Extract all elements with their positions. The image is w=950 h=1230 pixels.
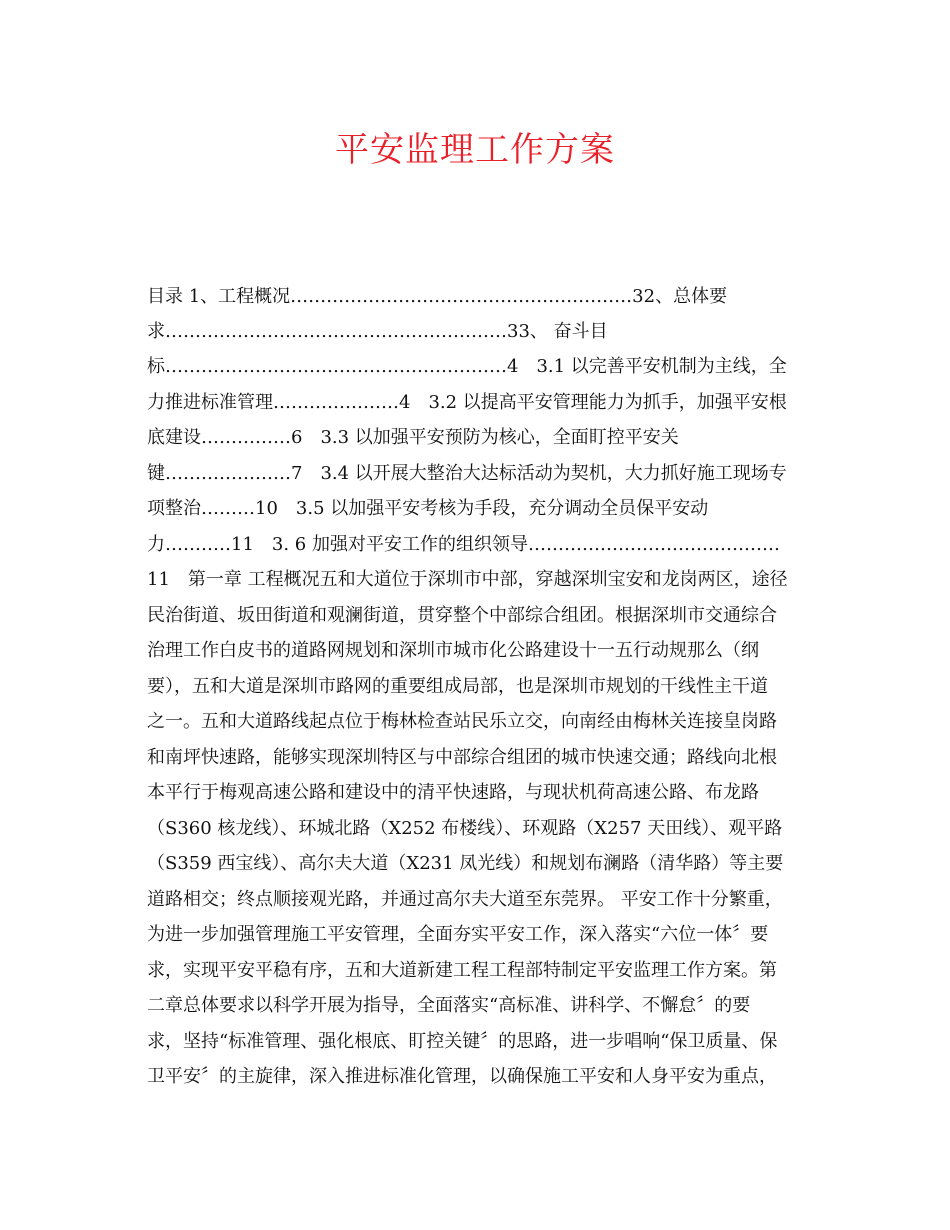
text-line: 项整治………10 3.5 以加强平安考核为手段，充分调动全员保平安动	[147, 498, 709, 519]
text-line: 治理工作白皮书的道路网规划和深圳市城市化公路建设十一五行动规那么（纲	[147, 640, 759, 661]
text-line: 求，坚持“标准管理、强化根底、盯控关键〞的思路，进一步唱响“保卫质量、保	[147, 1031, 778, 1052]
text-line: 要），五和大道是深圳市路网的重要组成局部，也是深圳市规划的干线性主干道	[147, 676, 768, 697]
text-line: 底建设……………6 3.3 以加强平安预防为核心，全面盯控平安关	[147, 427, 679, 448]
text-line: 目录 1、工程概况…………………………………………………32、总体要	[147, 286, 728, 307]
text-line: 道路相交；终点顺接观光路，并通过高尔夫大道至东莞界。 平安工作十分繁重，	[147, 889, 783, 910]
text-line: 为进一步加强管理施工平安管理，全面夯实平安工作，深入落实“六位一体〞要	[147, 924, 769, 945]
text-line: 民治街道、坂田街道和观澜街道，贯穿整个中部综合组团。根据深圳市交通综合	[147, 605, 777, 626]
text-line: 之一。五和大道路线起点位于梅林检查站民乐立交，向南经由梅林关连接皇岗路	[147, 711, 777, 732]
text-line: 二章总体要求以科学开展为指导，全面落实“高标准、讲科学、不懈怠〞的要	[147, 995, 751, 1016]
text-line: （S359 西宝线）、高尔夫大道（X231 凤光线）和规划布澜路（清华路）等主要	[147, 853, 784, 874]
text-line: （S360 核龙线）、环城北路（X252 布楼线）、环观路（X257 天田线）、观平路	[147, 818, 783, 839]
text-line: 力推进标准管理…………………4 3.2 以提高平安管理能力为抓手，加强平安根	[147, 392, 787, 413]
document-title: 平安监理工作方案	[335, 130, 615, 170]
text-line: 力………‥11 3. 6 加强对平安工作的组织领导……………………………………	[147, 534, 780, 555]
text-line: 键…………………7 3.4 以开展大整治大达标活动为契机，大力抓好施工现场专	[147, 463, 787, 484]
text-line: 本平行于梅观高速公路和建设中的清平快速路，与现状机荷高速公路、布龙路	[147, 782, 759, 803]
text-line: 卫平安〞的主旋律，深入推进标准化管理，以确保施工平安和人身平安为重点，	[147, 1066, 777, 1087]
text-line: 标…………………………………………………4 3.1 以完善平安机制为主线，全	[147, 356, 787, 377]
text-line: 求…………………………………………………33、 奋斗目	[147, 321, 608, 342]
text-line: 11 第一章 工程概况五和大道位于深圳市中部，穿越深圳宝安和龙岗两区，途径	[147, 569, 788, 590]
text-line: 和南坪快速路，能够实现深圳特区与中部综合组团的城市快速交通；路线向北根	[147, 747, 777, 768]
text-line: 求，实现平安平稳有序，五和大道新建工程工程部特制定平安监理工作方案。第	[147, 960, 777, 981]
